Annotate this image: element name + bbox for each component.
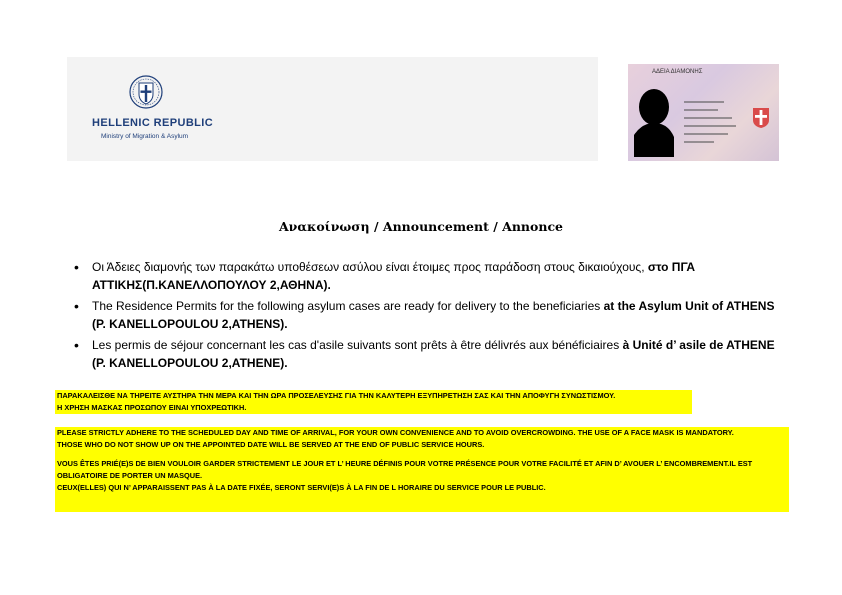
greek-emblem-icon (128, 73, 164, 111)
notice-list (70, 258, 790, 375)
card-text-line (684, 109, 718, 111)
greek-coat-of-arms-icon (752, 107, 770, 129)
logo-title: HELLENIC REPUBLIC (92, 117, 214, 129)
highlight-line: THOSE WHO DO NOT SHOW UP ON THE APPOINTED DATE WILL BE SERVED AT THE END OF PUBLIC SERVICE HOURS. (57, 440, 485, 449)
highlight-line: Η ΧΡΗΣΗ ΜΑΣΚΑΣ ΠΡΟΣΩΠΟΥ ΕΙΝΑΙ ΥΠΟΧΡΕΩΤΙΚΗ. (57, 403, 247, 412)
logo-subtitle: Ministry of Migration & Asylum (101, 133, 189, 140)
card-text-line (684, 141, 714, 143)
notice-text: Les permis de séjour concernant les cas d'asile suivants sont prêts à être délivrés aux bénéficiaires (92, 338, 623, 352)
highlight-line: PLEASE STRICTLY ADHERE TO THE SCHEDULED DAY AND TIME OF ARRIVAL, FOR YOUR OWN CONVENIENCE AND TO AVOID OVERCROWDING. THE USE OF A FACE MASK IS MANDATORY. (57, 428, 734, 437)
card-text-line (684, 133, 728, 135)
card-text-line (684, 117, 732, 119)
permit-card-header: ΑΔΕΙΑ ΔΙΑΜΟΝΗΣ (652, 69, 703, 75)
highlight-line: VOUS ÊTES PRIÉ(E)S DE BIEN VOULOIR GARDER STRICTEMENT LE JOUR ET L’ HEURE DÉFINIS POUR VOTRE PRÉSENCE POUR VOTRE FACILITÉ ET AFIN D’ AVOUER L’ ENCOMBREMENT.IL EST OBLIGATOIRE DE PORTER UN MASQUE. (57, 459, 753, 480)
announcement-heading: Ανακοίνωση / Announcement / Annonce (278, 219, 564, 234)
en-fr-highlight-notice (55, 427, 789, 512)
notice-location: στο ΠΓΑ ΑΤΤΙΚΗΣ(Π.ΚΑΝΕΛΛΟΠΟΥΛΟΥ 2,ΑΘΗΝΑ). (92, 260, 696, 292)
notice-text: Οι Άδειες διαμονής των παρακάτω υποθέσεων ασύλου είναι έτοιμες προς παράδοση στους δικαιούχους, (92, 260, 648, 274)
card-text-line (684, 101, 724, 103)
card-text-line (684, 125, 736, 127)
greek-highlight-notice (55, 390, 692, 414)
notice-item-english (70, 297, 790, 333)
redacted-photo-icon (632, 85, 674, 157)
highlight-line: ΠΑΡΑΚΑΛΕΙΣΘΕ ΝΑ ΤΗΡΕΙΤΕ ΑΥΣΤΗΡΑ ΤΗΝ ΜΕΡΑ ΚΑΙ ΤΗΝ ΩΡΑ ΠΡΟΣΕΛΕΥΣΗΣ ΓΙΑ ΤΗΝ ΚΑΛΥΤΕΡΗ ΕΞΥΠΗΡΕΤΗΣΗ ΣΑΣ ΚΑΙ ΤΗΝ ΑΠΟΦΥΓΗ ΣΥΝΩΣΤΙΣΜΟΥ. (57, 391, 616, 400)
notice-location: at the Asylum Unit of ATHENS (P. KANELLOPOULOU 2,ATHENS). (92, 299, 775, 331)
notice-item-french (70, 336, 790, 372)
highlight-line: CEUX(ELLES) QUI N’ APPARAISSENT PAS À LA DATE FIXÉE, SERONT SERVI(E)S À LA FIN DE L HORAIRE DU SERVICE POUR LE PUBLIC. (57, 483, 546, 492)
notice-item-greek (70, 258, 790, 294)
notice-text: The Residence Permits for the following asylum cases are ready for delivery to the beneficiaries (92, 299, 604, 313)
notice-location: à Unité d’ asile de ATHENE (P. KANELLOPOULOU 2,ATHENE). (92, 338, 775, 370)
